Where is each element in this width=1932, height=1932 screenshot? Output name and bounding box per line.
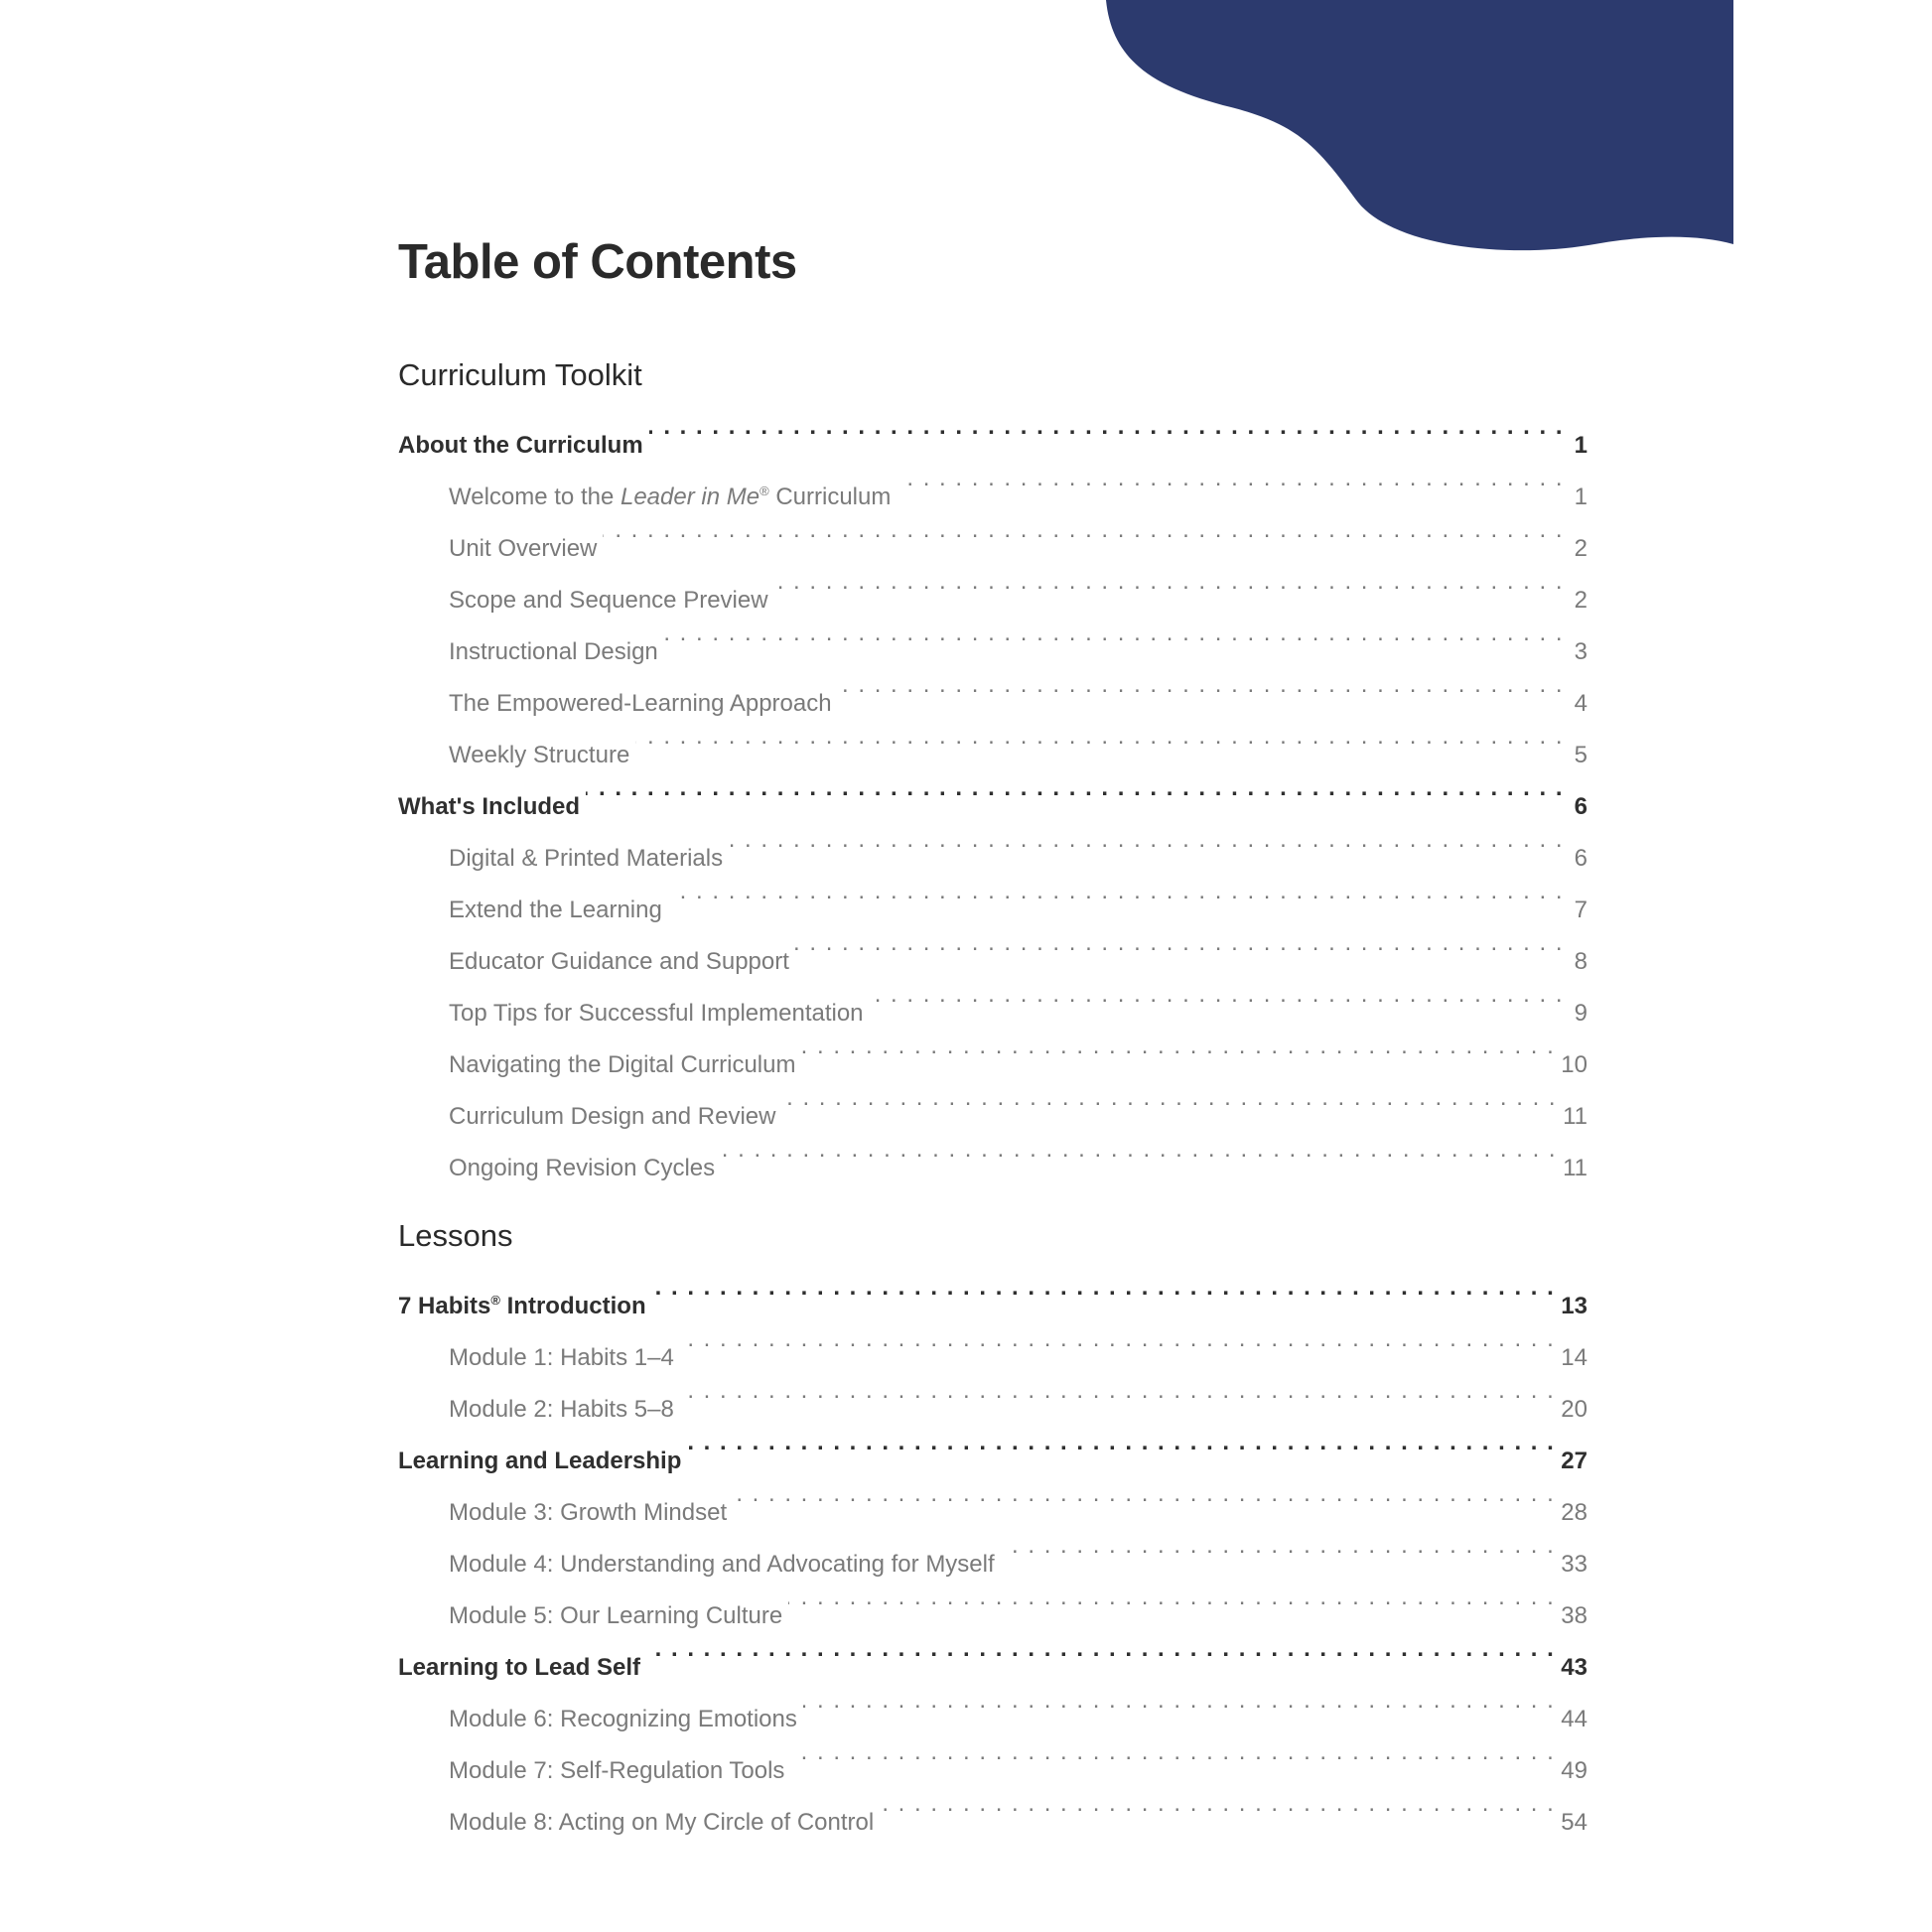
toc-entry-label: Navigating the Digital Curriculum — [449, 1051, 796, 1078]
page-number: 20 — [1561, 1396, 1587, 1423]
toc-entry-list — [398, 401, 1587, 1181]
toc-entry-label: Module 4: Understanding and Advocating for Myself — [449, 1551, 995, 1578]
page-title: Table of Contents — [398, 235, 797, 289]
page-number: 11 — [1563, 1103, 1587, 1130]
dot-leader — [795, 917, 1564, 969]
page-number: 1 — [1574, 432, 1587, 459]
toc-entry-label: Scope and Sequence Preview — [449, 587, 768, 614]
toc-entry-label: Learning and Leadership — [398, 1448, 682, 1474]
section-lessons — [398, 1210, 1587, 1836]
page-number: 44 — [1561, 1706, 1587, 1732]
page-number: 11 — [1563, 1155, 1587, 1181]
dot-leader — [729, 814, 1564, 866]
page-number: 5 — [1574, 742, 1587, 768]
page-number: 38 — [1561, 1602, 1587, 1629]
dot-leader — [781, 1072, 1557, 1124]
page-number: 10 — [1561, 1051, 1587, 1078]
toc-entry-label: About the Curriculum — [398, 432, 643, 459]
toc-entry-list — [398, 1262, 1587, 1836]
page-number: 1 — [1574, 483, 1587, 510]
toc-entry-label: Module 7: Self-Regulation Tools — [449, 1757, 785, 1784]
dot-leader — [680, 1365, 1555, 1417]
dot-leader — [801, 1021, 1555, 1072]
dot-leader — [1001, 1520, 1556, 1572]
page-number: 7 — [1574, 897, 1587, 923]
toc-entry-label-text: Introduction — [499, 1293, 646, 1319]
dot-leader — [838, 659, 1564, 711]
dot-leader — [803, 1675, 1555, 1726]
page-number: 13 — [1561, 1293, 1587, 1319]
toc-entry-label: What's Included — [398, 793, 581, 820]
toc-entry-label-italic: Leader in Me — [620, 483, 760, 510]
toc-entry-label: Learning to Lead Self — [398, 1654, 641, 1681]
dot-leader — [788, 1572, 1555, 1623]
toc-entry-label-text: 7 Habits — [398, 1293, 491, 1319]
dot-leader — [664, 608, 1564, 659]
toc-entry-label: Module 6: Recognizing Emotions — [449, 1706, 797, 1732]
registered-mark: ® — [490, 1293, 500, 1308]
section-heading: Curriculum Toolkit — [398, 357, 642, 392]
dot-leader — [652, 1262, 1556, 1313]
toc-entry-label-text: Welcome to the — [449, 483, 621, 510]
page-number: 6 — [1574, 845, 1587, 872]
dot-leader — [680, 1313, 1555, 1365]
dot-leader — [721, 1124, 1557, 1175]
toc-entry-label: Top Tips for Successful Implementation — [449, 1000, 864, 1027]
decorative-wave-shape — [1092, 0, 1733, 258]
page-number: 54 — [1561, 1809, 1587, 1836]
page-number: 4 — [1574, 690, 1587, 717]
toc-heading-entry[interactable] — [398, 1262, 1587, 1319]
registered-mark: ® — [759, 483, 769, 498]
dot-leader — [649, 401, 1564, 453]
dot-leader — [733, 1468, 1555, 1520]
toc-entry-label: Weekly Structure — [449, 742, 630, 768]
dot-leader — [897, 453, 1564, 504]
dot-leader — [790, 1726, 1555, 1778]
toc-entry-label: Module 5: Our Learning Culture — [449, 1602, 783, 1629]
dot-leader — [687, 1417, 1555, 1468]
page-number: 14 — [1561, 1344, 1587, 1371]
toc-entry-label: Module 1: Habits 1–4 — [449, 1344, 674, 1371]
toc-entry-label: Module 8: Acting on My Circle of Control — [449, 1809, 875, 1836]
toc-entry-label: Instructional Design — [449, 638, 658, 665]
toc-entry-label: Educator Guidance and Support — [449, 948, 789, 975]
dot-leader — [880, 1778, 1555, 1830]
dot-leader — [870, 969, 1564, 1021]
page-number: 8 — [1574, 948, 1587, 975]
page-number: 2 — [1574, 535, 1587, 562]
page-number: 33 — [1561, 1551, 1587, 1578]
page-number: 3 — [1574, 638, 1587, 665]
toc-entry-label-text: Curriculum — [768, 483, 892, 510]
page-number: 27 — [1561, 1448, 1587, 1474]
toc-heading-entry[interactable] — [398, 401, 1587, 459]
dot-leader — [646, 1623, 1555, 1675]
toc-entry-label: Unit Overview — [449, 535, 598, 562]
dot-leader — [603, 504, 1564, 556]
toc-entry-label: Extend the Learning — [449, 897, 662, 923]
page-number: 2 — [1574, 587, 1587, 614]
toc-entry-label: The Empowered-Learning Approach — [449, 690, 832, 717]
dot-leader — [586, 762, 1564, 814]
dot-leader — [668, 866, 1564, 917]
page-number: 6 — [1574, 793, 1587, 820]
toc-entry-label — [398, 1281, 646, 1332]
toc-entry-label: Digital & Printed Materials — [449, 845, 724, 872]
dot-leader — [774, 556, 1564, 608]
page-number: 43 — [1561, 1654, 1587, 1681]
toc-entry-label: Curriculum Design and Review — [449, 1103, 776, 1130]
dot-leader — [635, 711, 1564, 762]
page-number: 9 — [1574, 1000, 1587, 1027]
toc-entry-label: Module 2: Habits 5–8 — [449, 1396, 674, 1423]
toc-entry-label: Ongoing Revision Cycles — [449, 1155, 716, 1181]
toc-entry-label: Module 3: Growth Mindset — [449, 1499, 728, 1526]
section-heading: Lessons — [398, 1218, 513, 1253]
page-number: 49 — [1561, 1757, 1587, 1784]
section-curriculum-toolkit — [398, 349, 1587, 1181]
page-number: 28 — [1561, 1499, 1587, 1526]
